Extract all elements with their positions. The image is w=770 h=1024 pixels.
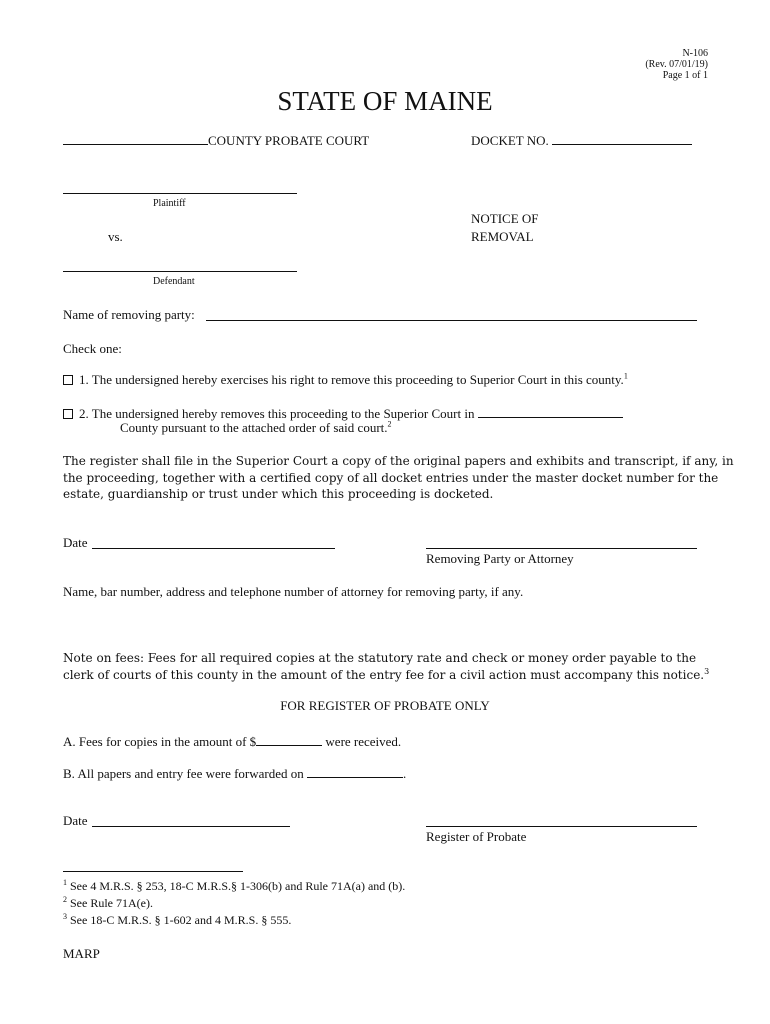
- option-2-text: The undersigned hereby removes this proceeding to the Superior Court in: [91, 406, 475, 421]
- footnote-3: [63, 912, 405, 929]
- option-1-checkbox[interactable]: [63, 375, 73, 385]
- page-indicator: Page 1 of 1: [662, 70, 708, 81]
- register-only-heading: FOR REGISTER OF PROBATE ONLY: [280, 698, 490, 713]
- fees-note-line-2: clerk of courts of this county in the amount of the entry fee for a civil action must accompany this notice.: [63, 667, 705, 682]
- notice-line-2: REMOVAL: [471, 229, 534, 244]
- footnotes: [63, 878, 405, 929]
- footnote-3-ref: 3: [63, 912, 67, 921]
- defendant-field[interactable]: [63, 271, 297, 272]
- date-field-1[interactable]: [92, 548, 335, 549]
- option-2-checkbox[interactable]: [63, 409, 73, 419]
- superior-court-county-field[interactable]: [478, 404, 623, 418]
- form-revision: (Rev. 07/01/19): [645, 59, 708, 70]
- notice-of-removal: [471, 210, 539, 246]
- option-2-number: 2.: [79, 406, 89, 421]
- fees-amount-field[interactable]: [256, 732, 322, 746]
- option-1-footnote-ref: 1: [623, 371, 628, 381]
- footnote-2: [63, 895, 405, 912]
- fees-received-prefix: A. Fees for copies in the amount of $: [63, 734, 257, 749]
- forwarded-prefix: B. All papers and entry fee were forwarded on: [63, 766, 304, 781]
- date-label-2: Date: [63, 813, 88, 828]
- footer-code: MARP: [63, 946, 100, 961]
- fees-received-suffix: were received.: [325, 734, 402, 749]
- county-field[interactable]: [63, 131, 208, 145]
- form-header: [645, 48, 708, 81]
- check-one-label: Check one:: [63, 341, 122, 356]
- defendant-label: Defendant: [153, 276, 195, 287]
- register-signature-field[interactable]: [426, 826, 697, 827]
- register-paragraph: [63, 453, 734, 503]
- attorney-info-label: Name, bar number, address and telephone number of attorney for removing party, if any.: [63, 584, 524, 599]
- fees-note-footnote-ref: 3: [704, 666, 710, 676]
- date-field-2[interactable]: [92, 826, 290, 827]
- forwarded-date-field[interactable]: [307, 764, 403, 778]
- county-row: [63, 131, 369, 149]
- option-1-number: 1.: [79, 372, 89, 387]
- docket-row: [471, 131, 692, 149]
- date-label-1: Date: [63, 535, 88, 550]
- forwarded-row: [63, 764, 406, 782]
- footnote-2-ref: 2: [63, 895, 67, 904]
- footnote-3-text: See 18-C M.R.S. § 1-602 and 4 M.R.S. § 555.: [70, 913, 292, 927]
- forwarded-suffix: .: [403, 766, 407, 781]
- register-paragraph-line-3: estate, guardianship or trust under which this proceeding is docketed.: [63, 487, 494, 501]
- plaintiff-field[interactable]: [63, 193, 297, 194]
- notice-line-1: NOTICE OF: [471, 211, 539, 226]
- docket-label: DOCKET NO.: [471, 133, 549, 148]
- register-signature-label: Register of Probate: [426, 829, 527, 844]
- form-number: N-106: [682, 48, 708, 59]
- fees-note-line-1: Note on fees: Fees for all required copies at the statutory rate and check or money order payable to the: [63, 651, 697, 665]
- removing-party-field[interactable]: [206, 320, 697, 321]
- option-2-continuation: [120, 420, 392, 436]
- plaintiff-label: Plaintiff: [153, 198, 186, 209]
- fees-received-row: [63, 732, 401, 750]
- removing-party-signature-label: Removing Party or Attorney: [426, 551, 574, 566]
- register-paragraph-line-2: the proceeding, together with a certified copy of all docket entries under the master docket number for the: [63, 470, 719, 485]
- footnote-1: [63, 878, 405, 895]
- footnote-2-text: See Rule 71A(e).: [70, 896, 153, 910]
- docket-number-field[interactable]: [552, 131, 692, 145]
- versus-label: vs.: [108, 229, 123, 244]
- register-paragraph-line-1: The register shall file in the Superior Court a copy of the original papers and exhibits and transcript, if any, in: [63, 454, 734, 468]
- fees-note: [63, 650, 709, 683]
- option-1-text: The undersigned hereby exercises his right to remove this proceeding to Superior Court in this county.: [91, 372, 624, 387]
- page-title: STATE OF MAINE: [277, 86, 493, 116]
- option-2-footnote-ref: 2: [387, 419, 392, 429]
- county-label: COUNTY PROBATE COURT: [208, 133, 370, 148]
- footnote-1-text: See 4 M.R.S. § 253, 18-C M.R.S.§ 1-306(b) and Rule 71A(a) and (b).: [70, 879, 406, 893]
- footnote-separator: [63, 871, 243, 872]
- option-1: [63, 372, 628, 388]
- removing-party-label: Name of removing party:: [63, 307, 195, 322]
- footnote-1-ref: 1: [63, 878, 67, 887]
- removing-party-signature-field[interactable]: [426, 548, 697, 549]
- option-2-text-cont: County pursuant to the attached order of said court.: [120, 420, 388, 435]
